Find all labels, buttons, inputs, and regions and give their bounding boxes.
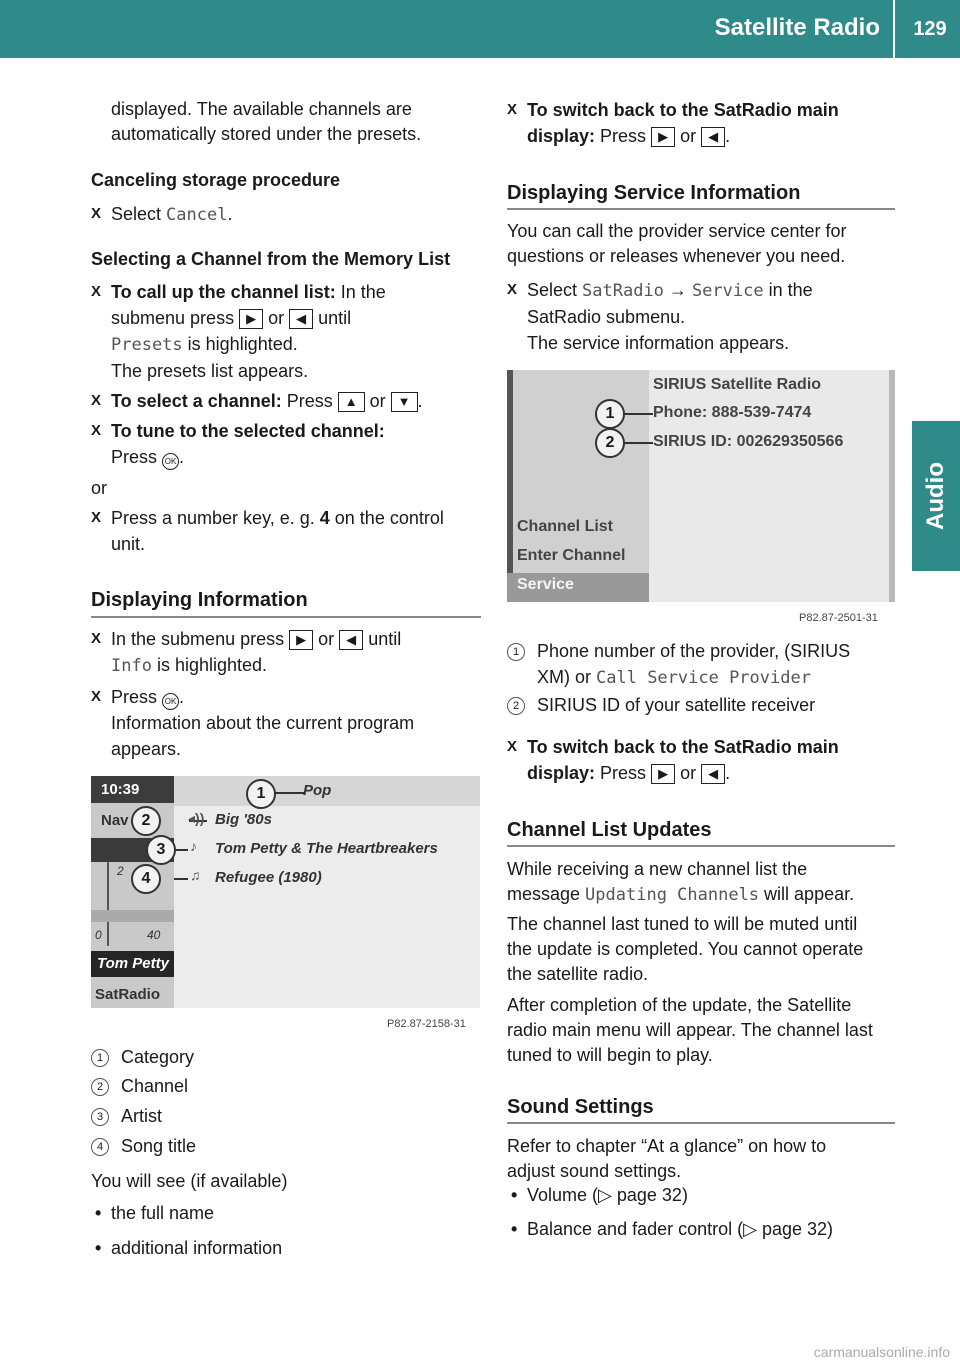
legend-text: SIRIUS ID of your satellite receiver <box>537 695 816 715</box>
call-provider-code: Call Service Provider <box>596 668 811 688</box>
legend-number: 4 <box>91 1138 109 1156</box>
left-key-icon: ◀ <box>701 127 725 147</box>
step-number-key <box>91 505 444 557</box>
step-result: The service information appears. <box>527 333 790 353</box>
legend-item <box>91 1073 188 1099</box>
step-tune-channel: X To tune to the selected channel: Press OK . <box>91 418 385 470</box>
or-text: or <box>318 629 335 649</box>
step-marker-icon: X <box>91 205 102 222</box>
step-bold: To tune to the selected channel: <box>111 421 385 441</box>
legend-number: 2 <box>507 697 525 715</box>
callout-line <box>274 792 304 794</box>
sound-text <box>507 1134 826 1184</box>
para-line: radio main menu will appear. The channel last <box>507 1020 873 1040</box>
step-text: submenu press <box>111 308 235 328</box>
callout-line <box>174 878 188 880</box>
updates-heading-rule <box>507 845 895 847</box>
step-text: Press <box>111 447 158 467</box>
callout-2: 2 <box>131 806 161 836</box>
chapter-tab <box>912 421 960 571</box>
step-text: Press <box>111 687 158 707</box>
bullet-text: additional information <box>111 1238 283 1258</box>
ok-button-icon: OK <box>162 693 179 710</box>
until-text: until <box>318 308 352 328</box>
legend-text: Category <box>121 1047 195 1067</box>
info-heading-rule <box>91 616 481 618</box>
legend-number: 1 <box>507 643 525 661</box>
cancel-select-text: Select <box>111 204 167 224</box>
para-line: Refer to chapter “At a glance” on how to <box>507 1136 827 1156</box>
left-key-icon: ◀ <box>339 630 363 650</box>
step-marker-icon: X <box>507 101 518 118</box>
legend-text: Artist <box>121 1106 163 1126</box>
callout-1: 1 <box>246 779 276 809</box>
screen-menu-enter-channel: Enter Channel <box>517 547 626 564</box>
image-caption: P82.87-2158-31 <box>387 1018 466 1030</box>
step-bold: To switch back to the SatRadio main <box>527 100 839 120</box>
step-text: Select <box>527 280 583 300</box>
service-heading: Displaying Service Information <box>507 182 801 204</box>
or-text: or <box>268 308 285 328</box>
image-caption: P82.87-2501-31 <box>799 612 878 624</box>
bullet-icon: • <box>511 1219 518 1239</box>
memory-heading: Selecting a Channel from the Memory List <box>91 249 451 269</box>
callout-4: 4 <box>131 864 161 894</box>
screen-right-edge <box>889 370 895 602</box>
step-text: Information about the current program <box>111 713 415 733</box>
down-key-icon: ▼ <box>391 392 418 412</box>
updates-para-3 <box>507 993 899 1068</box>
legend-item <box>507 638 925 691</box>
step-text: Press <box>281 391 333 411</box>
step-marker-icon: X <box>91 392 102 409</box>
step-info-submenu <box>91 626 496 679</box>
or-separator: or <box>91 478 108 498</box>
info-code: Info <box>111 656 152 676</box>
step-info-press: X Press OK . Information about the current program appears. <box>91 684 414 762</box>
para-line: The channel last tuned to will be muted until <box>507 914 858 934</box>
step-bold: display: <box>527 763 596 783</box>
callout-line <box>623 442 653 444</box>
para-line: the update is completed. You cannot operate <box>507 939 864 959</box>
legend-text: Song title <box>121 1136 197 1156</box>
speaker-icon: ◂)) <box>188 810 205 826</box>
legend-item <box>91 1044 194 1070</box>
service-heading-rule <box>507 208 895 210</box>
avail-text: You will see (if available) <box>91 1171 288 1191</box>
updating-code: Updating Channels <box>585 885 760 905</box>
step-marker-icon: X <box>91 283 102 300</box>
para-line: the satellite radio. <box>507 964 649 984</box>
satradio-code: SatRadio <box>582 281 664 301</box>
updates-para-2 <box>507 912 899 987</box>
or-text: or <box>369 391 386 411</box>
up-key-icon: ▲ <box>338 392 365 412</box>
step-result: The presets list appears. <box>111 361 309 381</box>
screen-scale-2: 2 <box>117 864 124 878</box>
para-line: message <box>507 884 586 904</box>
info-screen-image <box>91 776 480 1008</box>
screen-nav: Nav <box>101 812 129 829</box>
screen-scale-bar <box>107 862 109 946</box>
legend-text: Phone number of the provider, (SIRIUS <box>537 641 851 661</box>
screen-bottom-label: SatRadio <box>95 986 161 1003</box>
bullet-icon: • <box>511 1185 518 1205</box>
chapter-tab-label: Audio <box>922 462 949 530</box>
step-marker-icon: X <box>507 738 518 755</box>
service-code: Service <box>691 281 764 301</box>
bullet-icon: • <box>95 1203 102 1223</box>
screen-sirius-id: SIRIUS ID: 002629350566 <box>653 433 844 450</box>
para-line: While receiving a new channel list the <box>507 859 808 879</box>
legend-text: XM) or <box>537 667 597 687</box>
legend-item <box>91 1103 162 1129</box>
page-number: 129 <box>913 18 947 40</box>
callout-line <box>174 849 188 851</box>
screen-category: Pop <box>303 782 332 799</box>
arrow-text: → <box>663 280 692 300</box>
intro-line-2: automatically stored under the presets. <box>111 124 422 144</box>
right-key-icon: ▶ <box>239 309 263 329</box>
step-select-service <box>507 277 813 356</box>
step-text: In the submenu press <box>111 629 285 649</box>
screen-menu-service: Service <box>517 576 574 593</box>
legend-number: 2 <box>91 1078 109 1096</box>
cancel-heading: Canceling storage procedure <box>91 170 341 190</box>
para-line: will appear. <box>759 884 855 904</box>
screen-title: SIRIUS Satellite Radio <box>653 376 822 393</box>
step-bold: To select a channel: <box>111 391 282 411</box>
step-marker-icon: X <box>91 509 102 526</box>
step-text: is highlighted. <box>151 655 268 675</box>
screen-clock: 10:39 <box>91 776 174 803</box>
step-text: In the <box>335 282 386 302</box>
legend-text: Channel <box>121 1076 189 1096</box>
step-marker-icon: X <box>91 630 102 647</box>
until-text: until <box>368 629 402 649</box>
step-text: Press a number key, e. g. <box>111 508 320 528</box>
para-line: tuned to will begin to play. <box>507 1045 713 1065</box>
para-line: adjust sound settings. <box>507 1161 682 1181</box>
right-key-icon: ▶ <box>651 127 675 147</box>
info-heading: Displaying Information <box>91 589 308 611</box>
callout-3: 3 <box>146 835 176 865</box>
or-text: or <box>680 126 697 146</box>
left-key-icon: ◀ <box>289 309 313 329</box>
screen-song: Refugee (1980) <box>215 869 322 886</box>
step-bold: To call up the channel list: <box>111 282 336 302</box>
para-line: After completion of the update, the Satellite <box>507 995 852 1015</box>
number-key: 4 <box>319 508 330 528</box>
page-header <box>0 0 960 58</box>
step-marker-icon: X <box>507 281 518 298</box>
step-switch-back-1: X To switch back to the SatRadio main display: Press ▶ or ◀ . <box>507 97 839 149</box>
step-text: Press <box>595 126 647 146</box>
screen-menu-channel-list: Channel List <box>517 518 614 535</box>
step-text: Press <box>595 763 647 783</box>
intro-line-1: displayed. The available channels are <box>111 99 412 119</box>
presets-code: Presets <box>111 335 183 355</box>
bullet-item <box>507 1185 688 1206</box>
step-text: unit. <box>111 534 146 554</box>
artist-icon: ♪ <box>190 838 197 854</box>
service-line-1: You can call the provider service center for <box>507 221 847 241</box>
legend-item <box>91 1133 196 1159</box>
legend-number: 3 <box>91 1108 109 1126</box>
callout-1: 1 <box>595 399 625 429</box>
step-text: on the control <box>329 508 444 528</box>
legend-number: 1 <box>91 1049 109 1067</box>
screen-station: Tom Petty <box>91 951 174 977</box>
bullet-item <box>91 1238 282 1259</box>
step-marker-icon: X <box>91 688 102 705</box>
step-bold: To switch back to the SatRadio main <box>527 737 839 757</box>
updates-heading: Channel List Updates <box>507 819 712 841</box>
watermark: carmanualsonline.info <box>813 1344 950 1360</box>
cancel-step: X Select Cancel. <box>91 201 232 228</box>
step-call-list <box>91 279 481 384</box>
bullet-icon: • <box>95 1238 102 1258</box>
updates-para-1 <box>507 857 897 908</box>
bullet-text: Balance and fader control (▷ page 32) <box>527 1219 834 1239</box>
left-key-icon: ◀ <box>701 764 725 784</box>
intro-text <box>111 97 421 147</box>
sound-heading-rule <box>507 1122 895 1124</box>
service-text <box>507 219 847 269</box>
right-key-icon: ▶ <box>651 764 675 784</box>
step-marker-icon: X <box>91 422 102 439</box>
screen-channel: Big '80s <box>215 811 272 828</box>
service-screen-image <box>507 370 895 602</box>
ok-button-icon: OK <box>162 453 179 470</box>
bullet-text: Volume (▷ page 32) <box>527 1185 688 1205</box>
step-text: is highlighted. <box>182 334 298 354</box>
step-text: SatRadio submenu. <box>527 307 686 327</box>
callout-line <box>623 413 653 415</box>
legend-item <box>507 692 815 718</box>
song-icon: ♫ <box>190 867 201 883</box>
right-key-icon: ▶ <box>289 630 313 650</box>
sound-heading: Sound Settings <box>507 1096 654 1118</box>
header-divider <box>893 0 895 58</box>
step-text: appears. <box>111 739 182 759</box>
screen-artist: Tom Petty & The Heartbreakers <box>215 840 438 857</box>
screen-scale-0: 0 <box>95 928 102 942</box>
screen-left-panel <box>507 370 649 602</box>
step-switch-back-2: X To switch back to the SatRadio main display: Press ▶ or ◀ . <box>507 734 839 786</box>
screen-scale-40: 40 <box>147 928 161 942</box>
section-title: Satellite Radio <box>714 14 880 41</box>
or-text: or <box>680 763 697 783</box>
screen-left-edge <box>507 370 513 602</box>
callout-2: 2 <box>595 428 625 458</box>
step-bold: display: <box>527 126 596 146</box>
cancel-code: Cancel <box>166 205 228 225</box>
bullet-item <box>91 1203 214 1224</box>
step-text: in the <box>763 280 813 300</box>
service-line-2: questions or releases whenever you need. <box>507 246 846 266</box>
step-select-channel: X To select a channel: Press ▲ or ▼ . <box>91 388 491 414</box>
bullet-item <box>507 1219 833 1240</box>
bullet-text: the full name <box>111 1203 215 1223</box>
screen-divider <box>91 910 174 922</box>
screen-phone: Phone: 888-539-7474 <box>653 404 812 421</box>
